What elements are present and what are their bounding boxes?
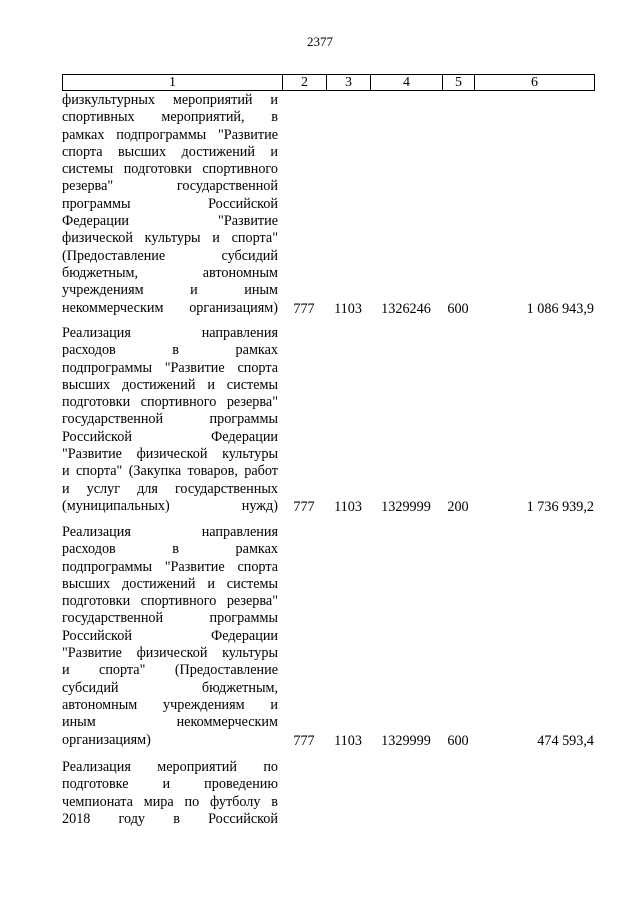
description-line: и спорта" (Предоставление — [62, 662, 278, 679]
row-description — [62, 92, 278, 317]
cell-section-code: 1103 — [334, 499, 362, 515]
row-description — [62, 325, 278, 515]
cell-amount: 474 593,4 — [537, 733, 594, 749]
cell-target-article: 1326246 — [381, 301, 431, 317]
description-line: учреждениям и иным — [62, 282, 278, 299]
column-header-4: 4 — [371, 75, 443, 91]
description-line: Российской Федерации — [62, 627, 278, 644]
description-line: "Развитие физической культуры — [62, 446, 278, 463]
row-description — [62, 759, 278, 828]
description-line: Федерации "Развитие — [62, 213, 278, 230]
description-line: подпрограммы "Развитие спорта — [62, 558, 278, 575]
cell-section-code: 1103 — [334, 301, 362, 317]
description-line: и услуг для государственных — [62, 480, 278, 497]
row-description — [62, 524, 278, 749]
column-header-5: 5 — [443, 75, 475, 91]
cell-section-code: 1103 — [334, 733, 362, 749]
page-number: 2377 — [307, 34, 333, 49]
description-line: системы подготовки спортивного — [62, 161, 278, 178]
description-line: 2018 году в Российской — [62, 810, 278, 827]
description-line: государственной программы — [62, 610, 278, 627]
cell-amount: 1 736 939,2 — [526, 499, 594, 515]
column-header-6: 6 — [475, 75, 595, 91]
description-line: подготовки спортивного резерва" — [62, 394, 278, 411]
description-line: (Предоставление субсидий — [62, 247, 278, 264]
description-line: расходов в рамках — [62, 541, 278, 558]
cell-ministry-code: 777 — [293, 301, 315, 317]
cell-expense-type: 200 — [447, 499, 469, 515]
cell-target-article: 1329999 — [381, 499, 431, 515]
description-line: рамках подпрограммы "Развитие — [62, 126, 278, 143]
cell-ministry-code: 777 — [293, 499, 315, 515]
description-line: (муниципальных) нужд) — [62, 497, 278, 514]
description-line: программы Российской — [62, 195, 278, 212]
description-line: бюджетным, автономным — [62, 264, 278, 281]
description-line: Реализация мероприятий по — [62, 759, 278, 775]
description-line: подпрограммы "Развитие спорта — [62, 359, 278, 376]
description-line: физкультурных мероприятий и — [62, 92, 278, 108]
cell-amount: 1 086 943,9 — [526, 301, 594, 317]
description-line: подготовки спортивного резерва" — [62, 593, 278, 610]
description-line: государственной программы — [62, 411, 278, 428]
description-line: автономным учреждениям и — [62, 696, 278, 713]
description-line: чемпионата мира по футболу в — [62, 793, 278, 810]
column-header-table — [62, 74, 595, 91]
description-line: организациям) — [62, 731, 151, 748]
column-header-1: 1 — [63, 75, 283, 91]
description-line: "Развитие физической культуры — [62, 645, 278, 662]
cell-ministry-code: 777 — [293, 733, 315, 749]
description-line: Российской Федерации — [62, 428, 278, 445]
description-line: спортивных мероприятий, в — [62, 109, 278, 126]
column-header-3: 3 — [327, 75, 371, 91]
cell-target-article: 1329999 — [381, 733, 431, 749]
description-line: высших достижений и системы — [62, 575, 278, 592]
column-header-2: 2 — [283, 75, 327, 91]
description-line: расходов в рамках — [62, 342, 278, 359]
cell-expense-type: 600 — [447, 301, 469, 317]
cell-expense-type: 600 — [447, 733, 469, 749]
description-line: резерва" государственной — [62, 178, 278, 195]
description-line: некоммерческим организациям) — [62, 299, 278, 316]
description-line: субсидий бюджетным, — [62, 679, 278, 696]
description-line: иным некоммерческим — [62, 714, 278, 731]
description-line: высших достижений и системы — [62, 376, 278, 393]
description-line: Реализация направления — [62, 325, 278, 341]
description-line: подготовке и проведению — [62, 776, 278, 793]
description-line: и спорта" (Закупка товаров, работ — [62, 463, 278, 480]
description-line: спорта высших достижений и — [62, 143, 278, 160]
description-line: физической культуры и спорта" — [62, 230, 278, 247]
column-header-row — [63, 75, 595, 91]
description-line: Реализация направления — [62, 524, 278, 540]
